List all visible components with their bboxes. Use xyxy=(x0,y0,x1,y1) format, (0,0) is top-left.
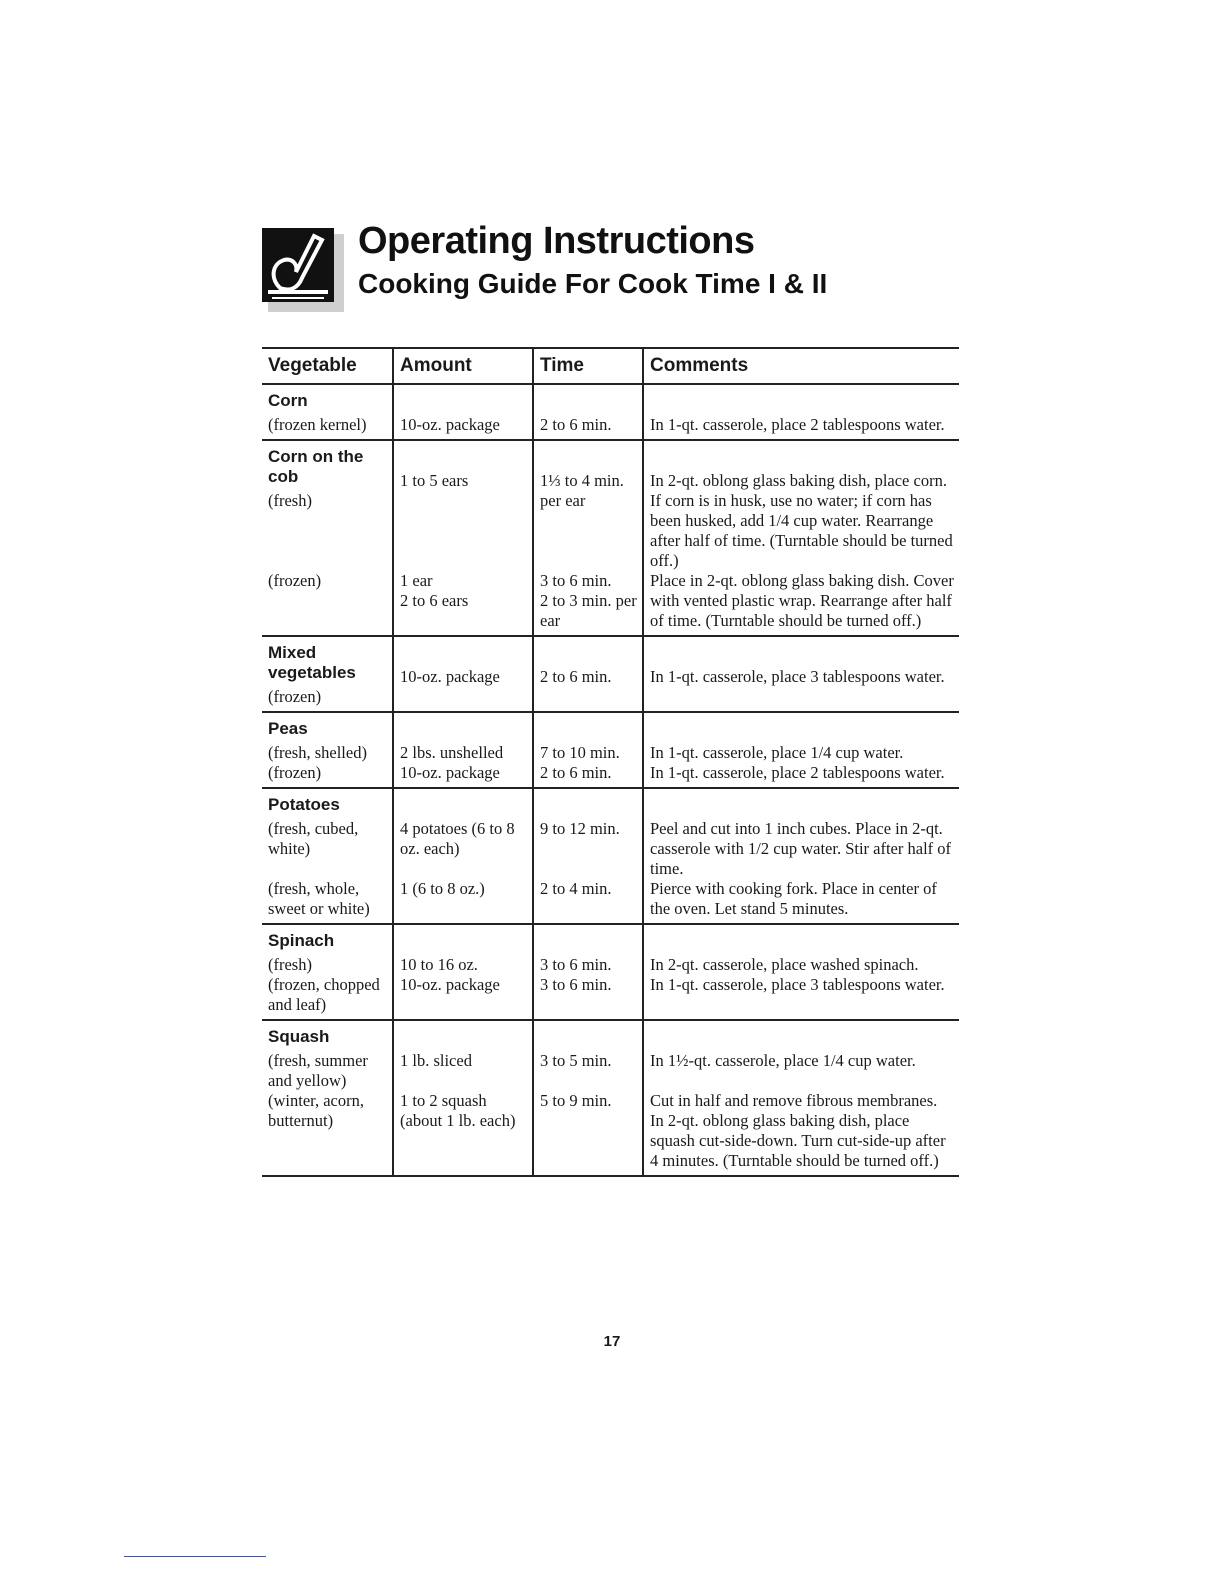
amount-cell xyxy=(393,763,533,788)
amount-text: 4 potatoes (6 to 8 oz. each) xyxy=(400,819,515,858)
vegetable-variety: (fresh) xyxy=(268,955,312,974)
vegetable-variety: (frozen kernel) xyxy=(268,415,367,434)
vegetable-cell xyxy=(262,1091,393,1176)
comment-cell xyxy=(643,712,959,763)
time-text: 7 to 10 min. xyxy=(540,743,620,762)
vegetable-variety: (fresh, summer and yellow) xyxy=(268,1051,368,1090)
time-cell xyxy=(533,1020,643,1091)
amount-text: 1 lb. sliced xyxy=(400,1051,472,1070)
vegetable-name: Potatoes xyxy=(268,795,340,814)
amount-cell xyxy=(393,636,533,712)
vegetable-group xyxy=(262,1020,959,1176)
vegetable-cell xyxy=(262,712,393,763)
vegetable-cell xyxy=(262,384,393,440)
table-row xyxy=(262,763,959,788)
vegetable-group xyxy=(262,384,959,440)
comment-text: Cut in half and remove fibrous membranes. In 2-qt. oblong glass baking dish, place squash cut-side-down. Turn cut-side-up after 4 minutes. (Turntable should be turned off.) xyxy=(650,1091,946,1170)
time-cell xyxy=(533,571,643,636)
vegetable-cell xyxy=(262,879,393,924)
comment-text: Place in 2-qt. oblong glass baking dish. Cover with vented plastic wrap. Rearrange after half of time. (Turntable should be turned off.) xyxy=(650,571,954,630)
footer-divider xyxy=(124,1556,266,1557)
table-row xyxy=(262,924,959,975)
vegetable-group xyxy=(262,924,959,1020)
time-text: 2 to 6 min. xyxy=(540,667,612,686)
comment-text: In 1-qt. casserole, place 1/4 cup water. xyxy=(650,743,904,762)
column-header-time: Time xyxy=(533,348,643,384)
comment-cell xyxy=(643,879,959,924)
time-cell xyxy=(533,788,643,879)
comment-text: In 1-qt. casserole, place 2 tablespoons water. xyxy=(650,763,945,782)
vegetable-cell xyxy=(262,975,393,1020)
time-text: 3 to 6 min. 2 to 3 min. per ear xyxy=(540,571,637,630)
time-text: 5 to 9 min. xyxy=(540,1091,612,1110)
amount-text: 10-oz. package xyxy=(400,415,500,434)
time-cell xyxy=(533,636,643,712)
time-text: 2 to 6 min. xyxy=(540,763,612,782)
amount-text: 10 to 16 oz. xyxy=(400,955,478,974)
table-row xyxy=(262,440,959,571)
vegetable-cell xyxy=(262,1020,393,1091)
table-row xyxy=(262,788,959,879)
time-cell xyxy=(533,1091,643,1176)
table-row xyxy=(262,1020,959,1091)
table-row xyxy=(262,1091,959,1176)
comment-text: In 1-qt. casserole, place 3 tablespoons water. xyxy=(650,667,945,686)
comment-cell xyxy=(643,788,959,879)
comment-cell xyxy=(643,975,959,1020)
vegetable-variety: (frozen, chopped and leaf) xyxy=(268,975,380,1014)
comment-text: In 1-qt. casserole, place 2 tablespoons water. xyxy=(650,415,945,434)
table-row xyxy=(262,712,959,763)
vegetable-cell xyxy=(262,788,393,879)
comment-text: Pierce with cooking fork. Place in center of the oven. Let stand 5 minutes. xyxy=(650,879,937,918)
vegetable-name: Corn xyxy=(268,391,308,410)
column-header-vegetable: Vegetable xyxy=(262,348,393,384)
amount-text: 1 (6 to 8 oz.) xyxy=(400,879,485,898)
vegetable-name: Squash xyxy=(268,1027,330,1046)
vegetable-variety: (fresh, shelled) xyxy=(268,743,367,762)
vegetable-variety: (frozen) xyxy=(268,571,322,590)
comment-text: In 2-qt. oblong glass baking dish, place corn. If corn is in husk, use no water; if corn has been husked, add 1/4 cup water. Rearrange after half of time. (Turntable should be turned off.) xyxy=(650,471,953,570)
amount-cell xyxy=(393,712,533,763)
time-cell xyxy=(533,384,643,440)
comment-text: In 2-qt. casserole, place washed spinach. xyxy=(650,955,919,974)
vegetable-variety: (winter, acorn, butternut) xyxy=(268,1091,365,1130)
vegetable-name: Mixed vegetables xyxy=(268,643,356,682)
table-row xyxy=(262,636,959,712)
cooking-pot-icon xyxy=(262,228,346,314)
comment-cell xyxy=(643,763,959,788)
amount-text: 10-oz. package xyxy=(400,763,500,782)
comment-text: In 1-qt. casserole, place 3 tablespoons water. xyxy=(650,975,945,994)
comment-cell xyxy=(643,924,959,975)
comment-cell xyxy=(643,636,959,712)
amount-cell xyxy=(393,571,533,636)
amount-cell xyxy=(393,1091,533,1176)
vegetable-variety: (fresh, whole, sweet or white) xyxy=(268,879,370,918)
time-cell xyxy=(533,712,643,763)
comment-cell xyxy=(643,384,959,440)
vegetable-group xyxy=(262,440,959,636)
comment-text: In 1½-qt. casserole, place 1/4 cup water. xyxy=(650,1051,916,1070)
vegetable-cell xyxy=(262,440,393,571)
column-header-amount: Amount xyxy=(393,348,533,384)
amount-cell xyxy=(393,1020,533,1091)
time-cell xyxy=(533,924,643,975)
time-text: 1⅓ to 4 min. per ear xyxy=(540,471,624,510)
amount-text: 1 to 5 ears xyxy=(400,471,469,490)
comment-cell xyxy=(643,1091,959,1176)
amount-cell xyxy=(393,879,533,924)
comment-cell xyxy=(643,1020,959,1091)
time-cell xyxy=(533,975,643,1020)
table-row xyxy=(262,384,959,440)
vegetable-cell xyxy=(262,763,393,788)
vegetable-variety: (frozen) xyxy=(268,687,322,706)
time-text: 9 to 12 min. xyxy=(540,819,620,838)
vegetable-cell xyxy=(262,571,393,636)
vegetable-variety: (fresh, cubed, white) xyxy=(268,819,359,858)
amount-text: 1 ear 2 to 6 ears xyxy=(400,571,469,610)
amount-text: 10-oz. package xyxy=(400,667,500,686)
time-cell xyxy=(533,879,643,924)
cooking-guide-table xyxy=(262,347,959,1177)
vegetable-name: Peas xyxy=(268,719,308,738)
vegetable-name: Spinach xyxy=(268,931,335,950)
amount-text: 1 to 2 squash (about 1 lb. each) xyxy=(400,1091,516,1130)
vegetable-group xyxy=(262,636,959,712)
table-row xyxy=(262,975,959,1020)
time-text: 3 to 5 min. xyxy=(540,1051,612,1070)
vegetable-cell xyxy=(262,924,393,975)
amount-cell xyxy=(393,975,533,1020)
page-header xyxy=(262,220,962,320)
time-text: 3 to 6 min. xyxy=(540,975,612,994)
table-row xyxy=(262,879,959,924)
vegetable-variety: (fresh) xyxy=(268,491,312,510)
time-text: 2 to 6 min. xyxy=(540,415,612,434)
vegetable-cell xyxy=(262,636,393,712)
page-number: 17 xyxy=(603,1333,621,1350)
time-text: 3 to 6 min. xyxy=(540,955,612,974)
time-cell xyxy=(533,763,643,788)
comment-cell xyxy=(643,571,959,636)
comment-text: Peel and cut into 1 inch cubes. Place in 2-qt. casserole with 1/2 cup water. Stir after half of time. xyxy=(650,819,952,878)
vegetable-group xyxy=(262,788,959,924)
amount-cell xyxy=(393,440,533,571)
page-title: Operating Instructions xyxy=(358,220,755,262)
amount-cell xyxy=(393,384,533,440)
amount-text: 2 lbs. unshelled xyxy=(400,743,504,762)
table-row xyxy=(262,571,959,636)
column-header-comments: Comments xyxy=(643,348,959,384)
vegetable-variety: (frozen) xyxy=(268,763,322,782)
time-text: 2 to 4 min. xyxy=(540,879,612,898)
time-cell xyxy=(533,440,643,571)
amount-text: 10-oz. package xyxy=(400,975,500,994)
vegetable-group xyxy=(262,712,959,788)
amount-cell xyxy=(393,788,533,879)
vegetable-name: Corn on the cob xyxy=(268,447,364,486)
table-header-row xyxy=(262,348,959,384)
comment-cell xyxy=(643,440,959,571)
page-subtitle: Cooking Guide For Cook Time I & II xyxy=(358,268,828,299)
amount-cell xyxy=(393,924,533,975)
